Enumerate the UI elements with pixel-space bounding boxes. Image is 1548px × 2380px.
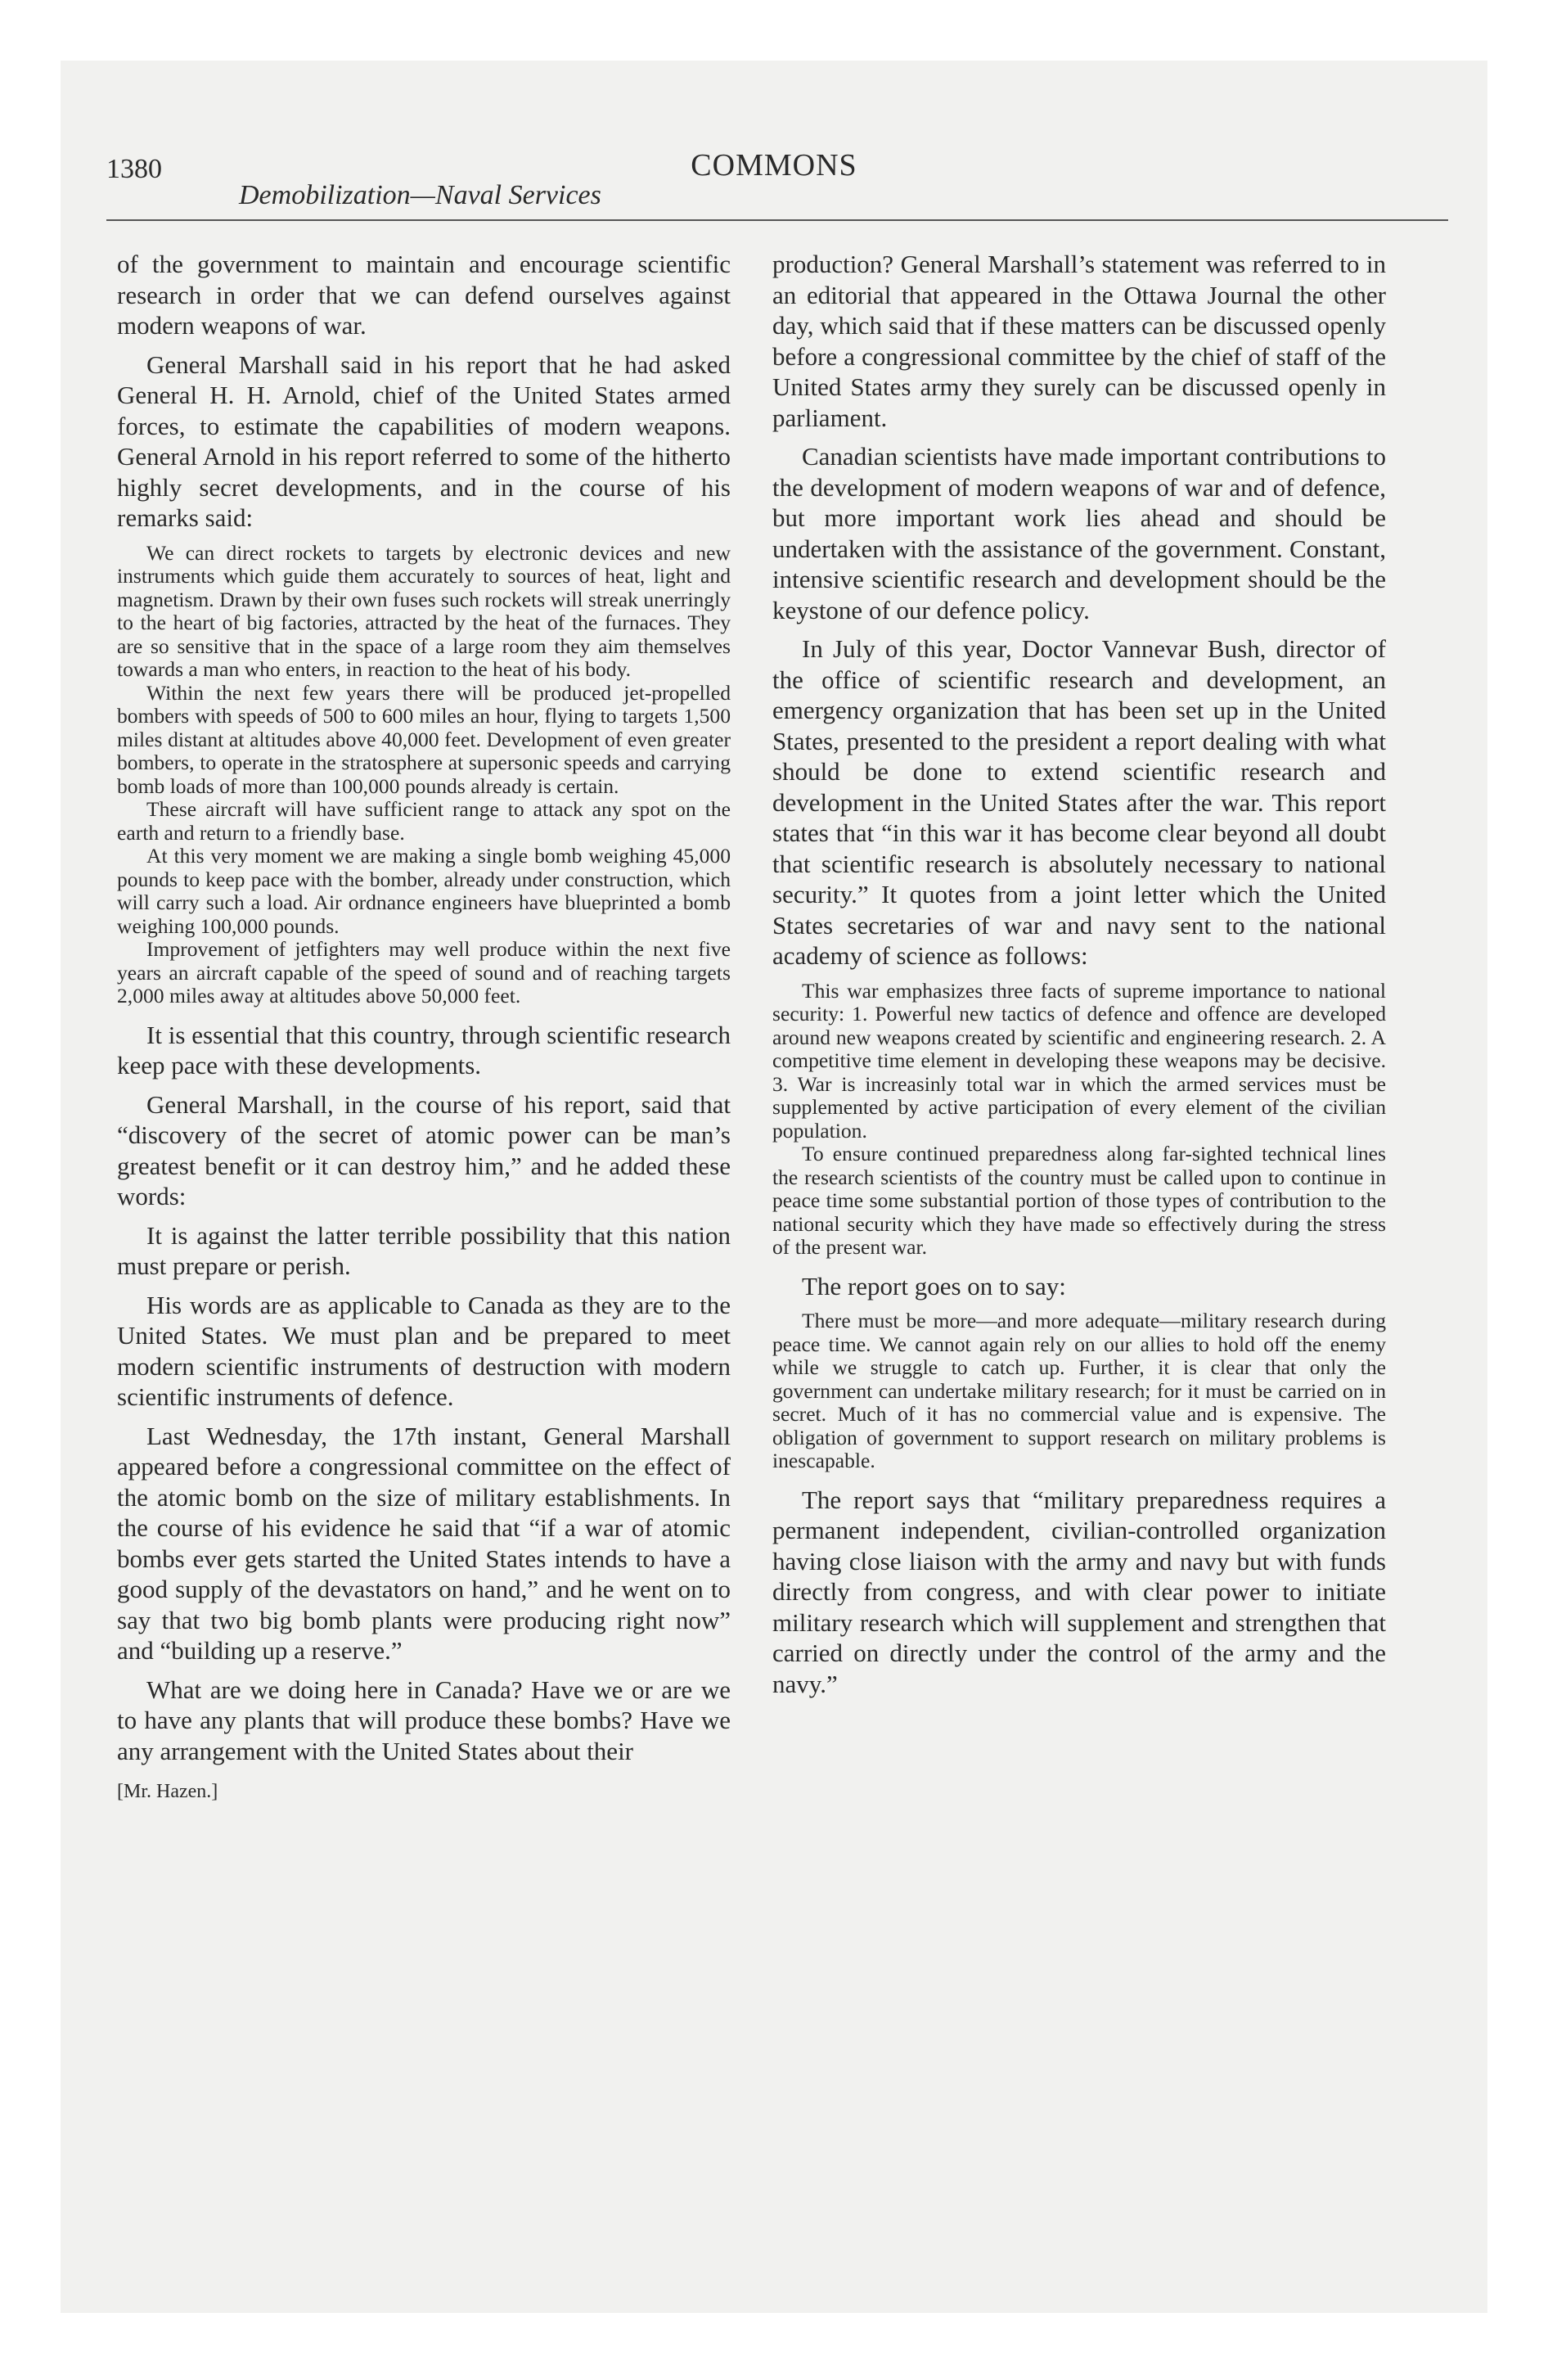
quote-paragraph: There must be more—and more adequate—military research during peace time. We cannot again rely on our allies to hold off the enemy while we struggle to catch up. Further, it is clear that only the government can undertake military research; for it must be carried on in secret. Much of it has no commercial value and is expensive. The obligation of government to support research on military problems is inescapable. [772,1309,1386,1472]
page-number: 1380 [106,154,162,184]
paragraph: General Marshall said in his report that he had asked General H. H. Arnold, chief of the United States armed forces, to estimate the capabilities of modern weapons. General Arnold in his report referred to some of the hitherto highly secret developments, and in the course of his remarks said: [117,349,731,532]
speaker-footer: [Mr. Hazen.] [117,1781,218,1802]
paragraph: production? General Marshall’s statement was referred to in an editorial that appeared in the Ottawa Journal the other day, which said that if these matters can be discussed openly before a congressional committee by the chief of staff of the United States army they surely can be discussed openly in parliament. [772,250,1386,432]
quote-paragraph: This war emphasizes three facts of supreme importance to national security: 1. Powerful new tactics of defence and offence are developed around new weapons created by scientific and engineering research. 2. A competitive time element in developing these weapons may be decisive. 3. War is increasinly total war in which the armed services must be supplemented by active participation of every element of the civilian population. [772,978,1386,1143]
left-column [117,249,731,1803]
quote-paragraph: At this very moment we are making a single bomb weighing 45,000 pounds to keep pace with the bomber, already under construction, which will carry such a load. Air ordnance engineers have blueprinted a bomb weighing 100,000 pounds. [117,844,731,938]
subject-heading: Demobilization—Naval Services [239,180,601,210]
block-quote [117,542,731,1008]
paragraph: It is essential that this country, through scientific research keep pace with these developments. [117,1020,731,1080]
paragraph: What are we doing here in Canada? Have we or are we to have any plants that will produce these bombs? Have we any arrangement with the United States about their [117,1675,731,1765]
quoted-sentence: It is against the latter terrible possibility that this nation must prepare or perish. [117,1220,731,1280]
quote-paragraph: To ensure continued preparedness along far-sighted technical lines the research scientists of the country must be called upon to continue in peace time some substantial portion of those types of contribution to the national security which they have made so effectively during the stress of the present war. [772,1142,1386,1259]
paragraph: The report goes on to say: [802,1271,1066,1300]
block-quote [772,1309,1386,1473]
paragraph: Canadian scientists have made important contributions to the development of modern weapons of war and of defence, but more important work lies ahead and should be undertaken with the assistance of the government. Constant, intensive scientific research and development should be the keystone of our defence policy. [772,442,1386,624]
quote-paragraph: We can direct rockets to targets by electronic devices and new instruments which guide them accurately to sources of heat, light and magnetism. Drawn by their own fuses such rockets will streak unerringly to the heart of big factories, attracted by the heat of the furnaces. They are so sensitive that in the space of a large room they aim themselves towards a man who enters, in reaction to the heat of his body. [117,540,731,681]
paragraph: of the government to maintain and encourage scientific research in order that we can defend ourselves against modern weapons of war. [117,250,731,340]
block-quote [772,980,1386,1260]
quote-paragraph: Within the next few years there will be produced jet-propelled bombers with speeds of 500 to 600 miles an hour, flying to targets 1,500 miles distant at altitudes above 40,000 feet. Development of even greater bombers, to operate in the stratosphere at supersonic speeds and carrying bomb loads of more than 100,000 pounds already is certain. [117,680,731,798]
paragraph: General Marshall, in the course of his report, said that “discovery of the secret of atomic power can be man’s greatest benefit or it can destroy him,” and he added these words: [117,1089,731,1210]
header-rule [106,219,1448,221]
running-head: COMMONS [691,148,857,183]
quote-paragraph: Improvement of jetfighters may well produce within the next five years an aircraft capable of the speed of sound and of reaching targets 2,000 miles away at altitudes above 50,000 feet. [117,937,731,1007]
paragraph: Last Wednesday, the 17th instant, General Marshall appeared before a congressional committee on the effect of the atomic bomb on the size of military establishments. In the course of his evidence he said that “if a war of atomic bombs ever gets started the United States intends to have a good supply of the devastators on hand,” and he went on to say that two big bomb plants were producing right now” and “building up a reserve.” [117,1421,731,1665]
paragraph: The report says that “military preparedness requires a permanent independent, civilian-controlled organization having close liaison with the army and navy but with funds directly from congress, and with clear power to initiate military research which will supplement and strengthen that carried on directly under the control of the army and the navy.” [772,1485,1386,1698]
quote-paragraph: These aircraft will have sufficient range to attack any spot on the earth and return to a friendly base. [117,797,731,845]
right-column [772,249,1386,1707]
paragraph: In July of this year, Doctor Vannevar Bush, director of the office of scientific research and development, an emergency organization that has been set up in the United States, presented to the president a report dealing with what should be done to extend scientific research and development in the United States after the war. This report states that “in this war it has become clear beyond all doubt that scientific research is absolutely necessary to national security.” It quotes from a joint letter which the United States secretaries of war and navy sent to the national academy of science as follows: [772,634,1386,970]
paragraph: His words are as applicable to Canada as they are to the United States. We must plan and be prepared to meet modern scientific instruments of destruction with modern scientific instruments of defence. [117,1290,731,1411]
